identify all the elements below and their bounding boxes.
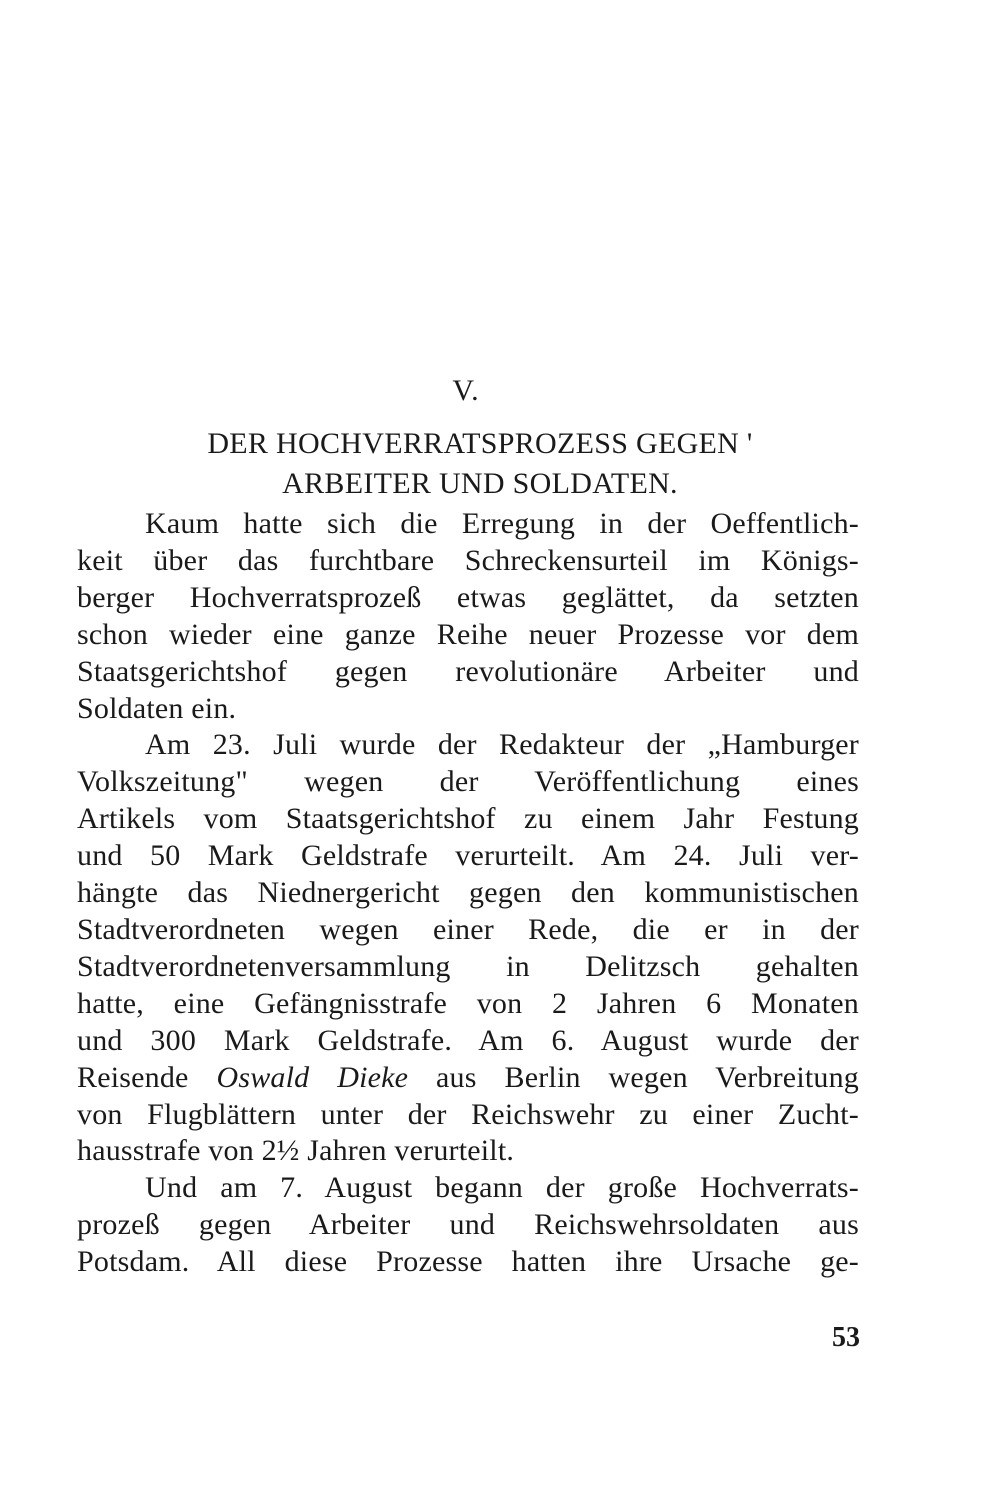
text-segment: Reisende <box>77 1060 217 1094</box>
text-line: Stadtverordnetenversammlung in Delitzsch gehalten <box>77 949 859 983</box>
text-line: Volkszeitung" wegen der Veröffentlichung eines <box>77 765 859 799</box>
person-name: Oswald Dieke <box>216 1060 409 1094</box>
text-line: Soldaten ein. <box>77 691 237 725</box>
text-line: prozeß gegen Arbeiter und Reichswehrsoldaten aus <box>77 1208 859 1242</box>
text-line: und 300 Mark Geldstrafe. Am 6. August wurde der <box>77 1023 859 1057</box>
text-line: Am 23. Juli wurde der Redakteur der „Hamburger <box>145 728 859 762</box>
text-line: Staatsgerichtshof gegen revolutionäre Arbeiter und <box>77 654 859 688</box>
body-text <box>77 506 859 1281</box>
text-line: Und am 7. August begann der große Hochverrats- <box>145 1171 859 1205</box>
text-line: und 50 Mark Geldstrafe verurteilt. Am 24. Juli ver- <box>77 839 859 873</box>
text-line: Kaum hatte sich die Erregung in der Oeffentlich- <box>145 507 859 540</box>
paragraph-3 <box>77 1170 859 1281</box>
text-line: Stadtverordneten wegen einer Rede, die er in der <box>77 912 859 946</box>
chapter-title-line: DER HOCHVERRATSPROZESS GEGEN ' <box>207 427 753 460</box>
text-line: Potsdam. All diese Prozesse hatten ihre Ursache ge- <box>77 1245 859 1279</box>
text-line: hängte das Niednergericht gegen den kommunistischen <box>77 876 859 910</box>
chapter-title-line: ARBEITER UND SOLDATEN. <box>282 467 678 500</box>
text-line: Artikels vom Staatsgerichtshof zu einem Jahr Festung <box>77 802 859 836</box>
paragraph-2 <box>77 727 859 1170</box>
text-line: schon wieder eine ganze Reihe neuer Prozesse vor dem <box>77 617 859 651</box>
chapter-number: V. <box>452 374 480 407</box>
text-segment: aus Berlin wegen Verbreitung <box>408 1060 859 1094</box>
text-line: hatte, eine Gefängnisstrafe von 2 Jahren 6 Monaten <box>77 986 859 1020</box>
paragraph-1 <box>77 506 859 727</box>
chapter-title <box>120 424 840 504</box>
text-line: berger Hochverratsprozeß etwas geglättet, da setzten <box>77 580 859 614</box>
page-number: 53 <box>832 1322 860 1353</box>
text-line-with-name <box>77 1060 859 1097</box>
text-line: hausstrafe von 2½ Jahren verurteilt. <box>77 1134 515 1168</box>
text-line: keit über das furchtbare Schreckensurteil im Königs- <box>77 543 859 577</box>
text-line: von Flugblättern unter der Reichswehr zu einer Zucht- <box>77 1097 859 1131</box>
